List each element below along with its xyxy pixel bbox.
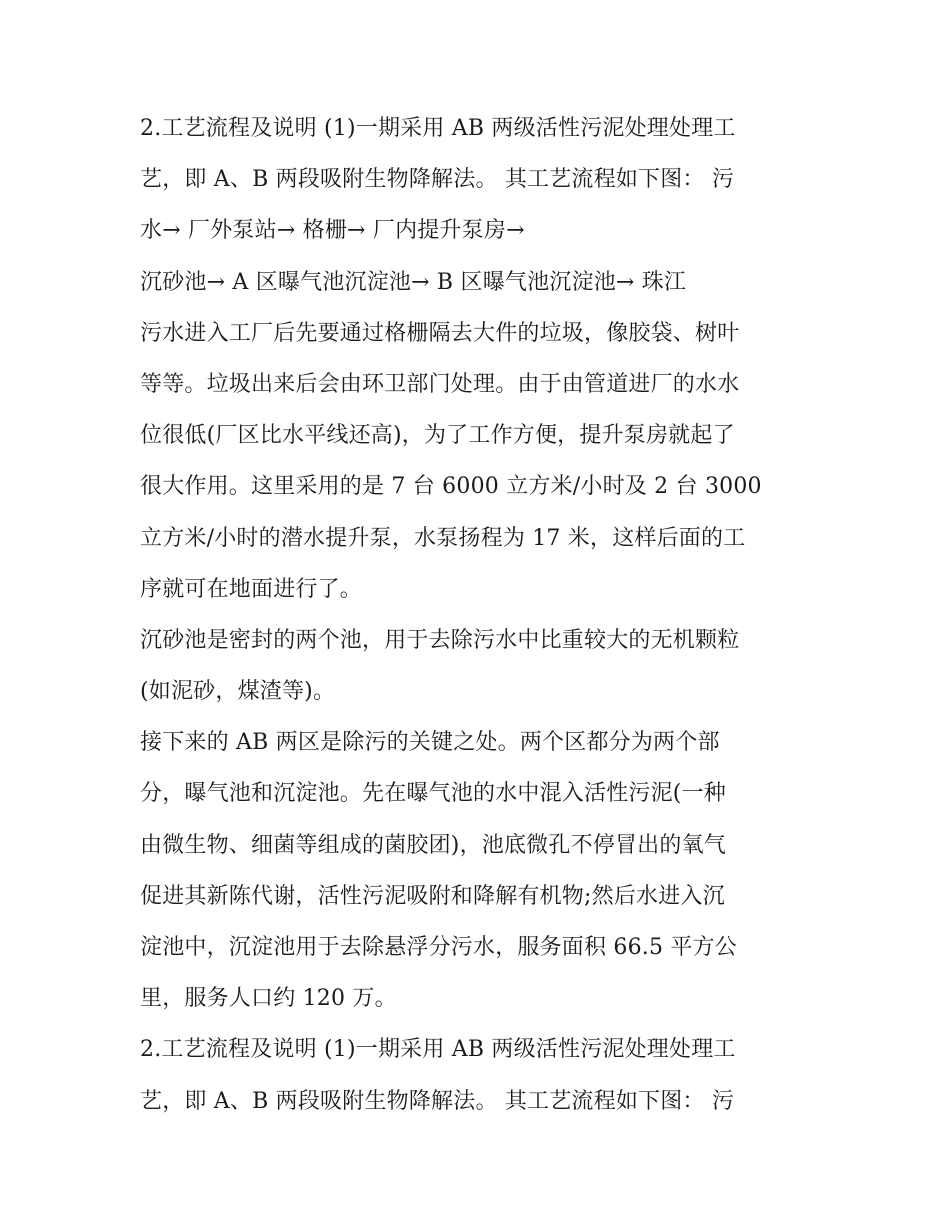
text-line: 分，曝气池和沉淀池。先在曝气池的水中混入活性污泥(一种 xyxy=(140,781,726,807)
text-line: 水→ 厂外泵站→ 格栅→ 厂内提升泵房→ xyxy=(140,218,525,244)
text-line: 沉砂池是密封的两个池，用于去除污水中比重较大的无机颗粒 xyxy=(140,627,740,653)
text-line: (如泥砂，煤渣等)。 xyxy=(140,679,336,705)
text-line: 等等。垃圾出来后会由环卫部门处理。由于由管道进厂的水水 xyxy=(140,371,740,397)
text-line: 促进其新陈代谢，活性污泥吸附和降解有机物;然后水进入沉 xyxy=(140,883,725,909)
text-line: 很大作用。这里采用的是 7 台 6000 立方米/小时及 2 台 3000 xyxy=(140,474,762,500)
text-line: 2.工艺流程及说明 (1)一期采用 AB 两级活性污泥处理处理工 xyxy=(140,1037,736,1063)
text-line: 沉砂池→ A 区曝气池沉淀池→ B 区曝气池沉淀池→ 珠江 xyxy=(140,269,687,295)
text-line: 淀池中，沉淀池用于去除悬浮分污水，服务面积 66.5 平方公 xyxy=(140,935,737,960)
text-line: 里，服务人口约 120 万。 xyxy=(140,986,397,1012)
text-line: 立方米/小时的潜水提升泵，水泵扬程为 17 米，这样后面的工 xyxy=(140,525,746,551)
text-line: 由微生物、细菌等组成的菌胶团)，池底微孔不停冒出的氧气 xyxy=(140,832,726,858)
text-line: 艺，即 A、B 两段吸附生物降解法。 其工艺流程如下图： 污 xyxy=(140,1088,735,1114)
text-line: 2.工艺流程及说明 (1)一期采用 AB 两级活性污泥处理处理工 xyxy=(140,116,736,141)
text-line: 序就可在地面进行了。 xyxy=(140,576,363,602)
text-line: 污水进入工厂后先要通过格栅隔去大件的垃圾，像胶袋、树叶 xyxy=(140,320,740,346)
text-line: 接下来的 AB 两区是除污的关键之处。两个区都分为两个部 xyxy=(140,730,720,756)
text-line: 位很低(厂区比水平线还高)，为了工作方便，提升泵房就起了 xyxy=(140,423,735,449)
document-body xyxy=(140,103,820,1127)
text-line: 艺，即 A、B 两段吸附生物降解法。 其工艺流程如下图： 污 xyxy=(140,167,735,193)
